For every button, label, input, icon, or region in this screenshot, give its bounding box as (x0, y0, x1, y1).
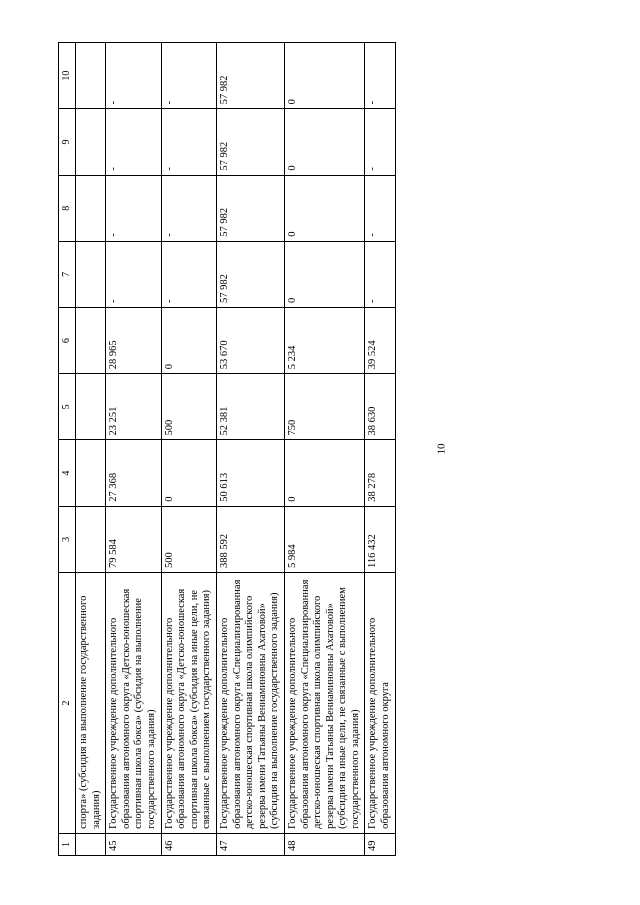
value-cell: 500 (161, 374, 216, 440)
row-number-cell: 48 (284, 833, 365, 855)
table-row (161, 43, 216, 856)
value-cell: 116 432 (365, 506, 395, 572)
value-cell: - (161, 43, 216, 109)
value-cell: - (365, 241, 395, 307)
value-cell: 52 381 (216, 374, 284, 440)
header-cell: 9 (59, 109, 76, 175)
institution-name-cell: Государственное учреждение дополнительного образования автономного округа (365, 572, 395, 833)
value-cell: 39 524 (365, 308, 395, 374)
header-cell: 4 (59, 440, 76, 506)
value-cell: - (365, 43, 395, 109)
value-cell: 38 278 (365, 440, 395, 506)
header-cell: 2 (59, 572, 76, 833)
value-cell: 5 234 (284, 308, 365, 374)
institution-name-cell: Государственное учреждение дополнительного образования автономного округа «Детско-юношеская спортивная школа бокса» (субсидия на иные цели, не связанные с выполнением государственного задания) (161, 572, 216, 833)
value-cell: 57 982 (216, 241, 284, 307)
table-row (284, 43, 365, 856)
table-row (365, 43, 395, 856)
value-cell: 57 982 (216, 175, 284, 241)
header-cell: 7 (59, 241, 76, 307)
continuation-row (76, 43, 106, 856)
value-cell: 50 613 (216, 440, 284, 506)
header-cell: 10 (59, 43, 76, 109)
table-row (106, 43, 161, 856)
value-cell: 38 630 (365, 374, 395, 440)
header-cell: 6 (59, 308, 76, 374)
rotated-table-container (58, 42, 590, 856)
value-cell: 0 (284, 241, 365, 307)
value-cell: 388 592 (216, 506, 284, 572)
value-cell: 28 965 (106, 308, 161, 374)
value-cell: 0 (284, 175, 365, 241)
header-cell: 5 (59, 374, 76, 440)
value-cell: 79 584 (106, 506, 161, 572)
value-cell: - (161, 109, 216, 175)
value-cell: - (161, 175, 216, 241)
row-number-cell: 45 (106, 833, 161, 855)
header-cell: 1 (59, 833, 76, 855)
row-number-cell (76, 833, 106, 855)
value-cell: 27 368 (106, 440, 161, 506)
value-cell: 0 (284, 43, 365, 109)
value-cell: - (106, 43, 161, 109)
institution-name-cell: Государственное учреждение дополнительного образования автономного округа «Детско-юношеская спортивная школа бокса» (субсидия на выполнение государственного задания) (106, 572, 161, 833)
value-cell: - (365, 175, 395, 241)
value-cell: 23 251 (106, 374, 161, 440)
institution-name-cell: Государственное учреждение дополнительного образования автономного округа «Специализированная детско-юношеская спортивная школа олимпийского резерва имени Татьяны Вениаминовны Ахатовой» (субсидия на иные цели, не связанные с выполнением государственного задания) (284, 572, 365, 833)
row-number-cell: 47 (216, 833, 284, 855)
value-cell: 0 (161, 308, 216, 374)
budget-table (58, 42, 396, 856)
value-cell: - (161, 241, 216, 307)
institution-name-cell: Государственное учреждение дополнительного образования автономного округа «Специализированная детско-юношеская спортивная школа олимпийского резерва имени Татьяны Вениаминовны Ахатовой» (субсидия на выполнение государственного задания) (216, 572, 284, 833)
value-cell: - (106, 241, 161, 307)
value-cell: - (106, 175, 161, 241)
value-cell: 500 (161, 506, 216, 572)
value-cell: 750 (284, 374, 365, 440)
value-cell: 57 982 (216, 109, 284, 175)
row-number-cell: 46 (161, 833, 216, 855)
header-cell: 3 (59, 506, 76, 572)
value-cell: 5 984 (284, 506, 365, 572)
value-cell: - (365, 109, 395, 175)
value-cell: 57 982 (216, 43, 284, 109)
value-cell: 0 (161, 440, 216, 506)
row-number-cell: 49 (365, 833, 395, 855)
value-cell: 53 670 (216, 308, 284, 374)
value-cell: 0 (284, 109, 365, 175)
page-number: 10 (435, 443, 448, 455)
value-cell: - (106, 109, 161, 175)
header-row (59, 43, 76, 856)
table-row (216, 43, 284, 856)
header-cell: 8 (59, 175, 76, 241)
value-cell: 0 (284, 440, 365, 506)
continuation-text: спорта» (субсидия на выполнение государственного задания) (76, 572, 106, 833)
